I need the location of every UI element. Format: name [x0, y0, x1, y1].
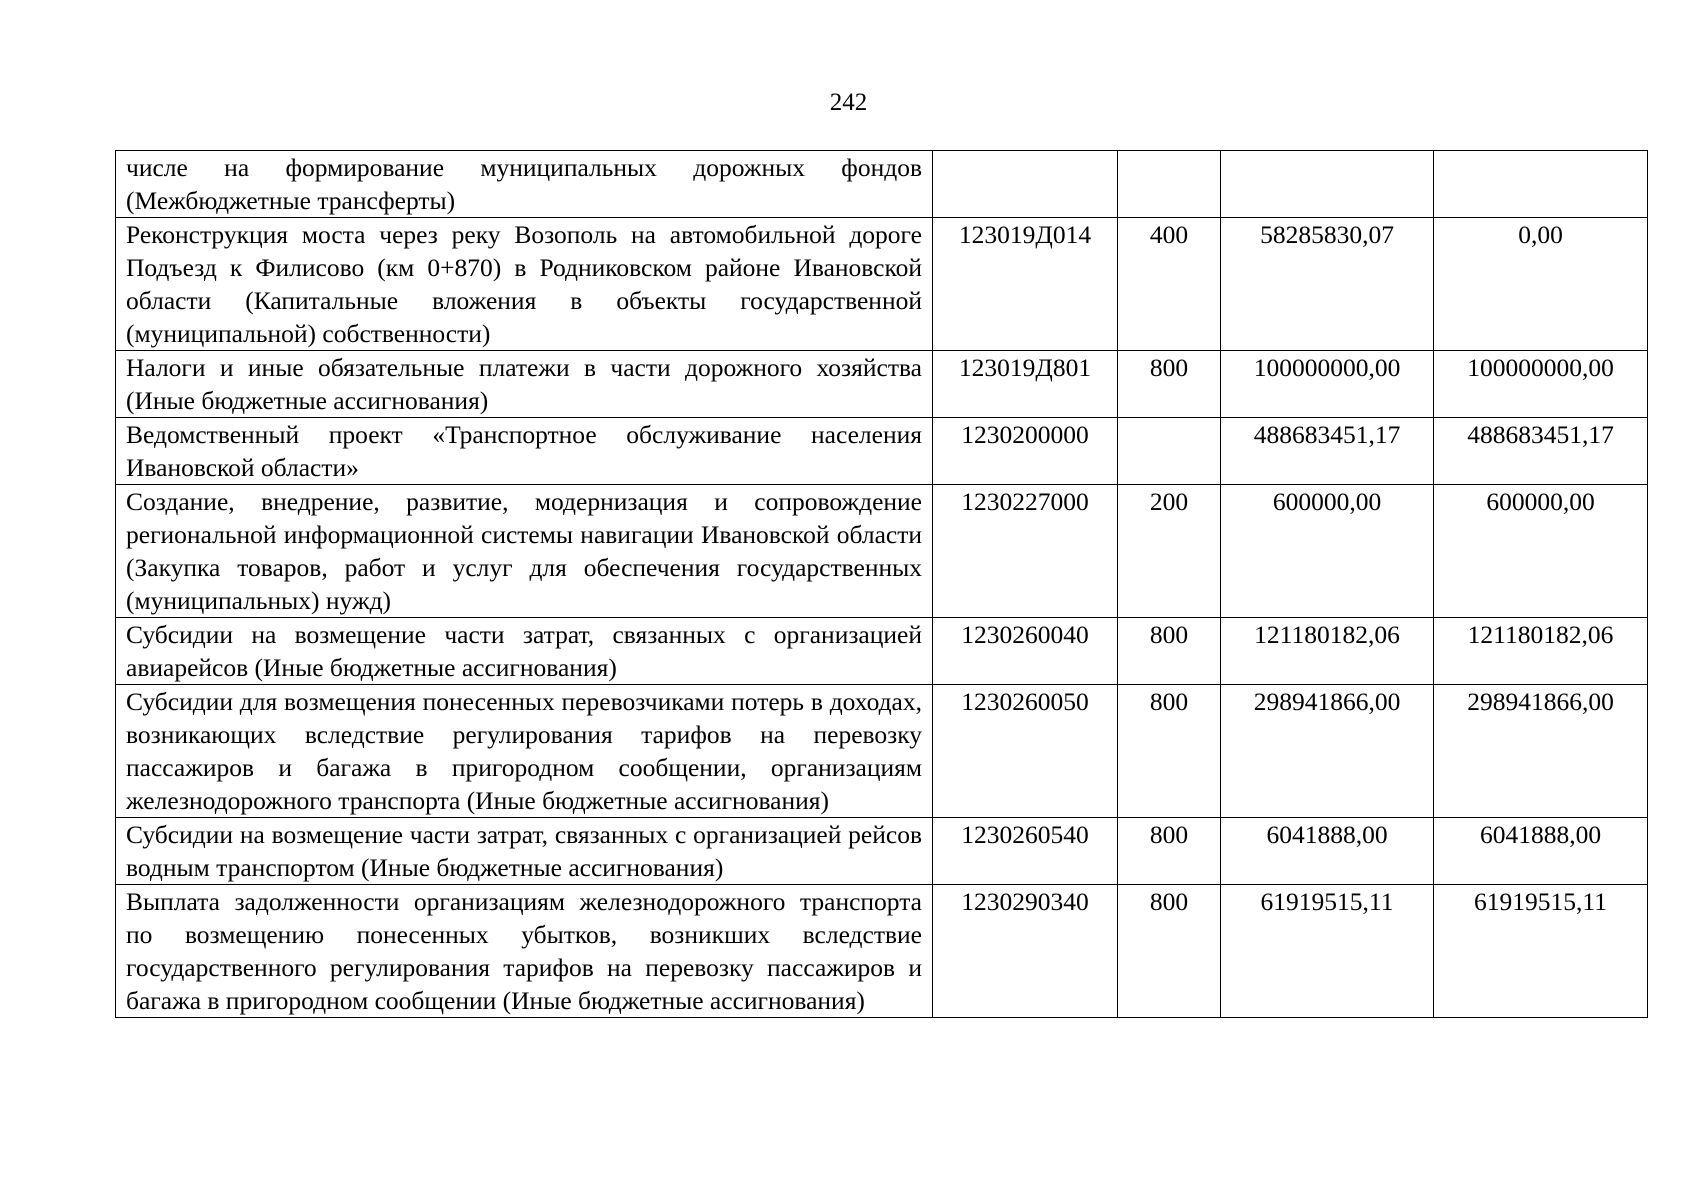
table-row — [116, 351, 1648, 418]
row-amount1-cell: 600000,00 — [1221, 485, 1434, 618]
row-type-cell — [1118, 151, 1221, 218]
row-amount1-cell — [1221, 151, 1434, 218]
row-amount2-cell: 61919515,11 — [1434, 885, 1648, 1018]
row-amount1-cell: 6041888,00 — [1221, 818, 1434, 885]
row-amount2-cell: 100000000,00 — [1434, 351, 1648, 418]
table-row — [116, 218, 1648, 351]
row-code-cell: 1230260040 — [933, 618, 1118, 685]
page-number: 242 — [829, 89, 868, 116]
row-type-cell: 800 — [1118, 885, 1221, 1018]
row-amount2-cell — [1434, 151, 1648, 218]
row-code-cell: 1230260050 — [933, 685, 1118, 818]
row-amount2-cell: 0,00 — [1434, 218, 1648, 351]
budget-table — [115, 150, 1648, 1018]
row-type-cell: 800 — [1118, 818, 1221, 885]
row-type-cell — [1118, 418, 1221, 485]
row-name-cell: Субсидии на возмещение части затрат, связанных с организацией авиарейсов (Иные бюджетные ассигнования) — [116, 618, 933, 685]
row-amount1-cell: 121180182,06 — [1221, 618, 1434, 685]
table-row — [116, 485, 1648, 618]
table-row — [116, 818, 1648, 885]
row-type-cell: 800 — [1118, 351, 1221, 418]
row-name-cell: Создание, внедрение, развитие, модернизация и сопровождение региональной информационной системы навигации Ивановской области (Закупка товаров, работ и услуг для обеспечения государственных (муниципальных) нужд) — [116, 485, 933, 618]
row-code-cell: 1230200000 — [933, 418, 1118, 485]
row-type-cell: 800 — [1118, 618, 1221, 685]
row-type-cell: 800 — [1118, 685, 1221, 818]
table-row — [116, 885, 1648, 1018]
row-amount2-cell: 600000,00 — [1434, 485, 1648, 618]
row-amount1-cell: 100000000,00 — [1221, 351, 1434, 418]
row-name-cell: Субсидии на возмещение части затрат, связанных с организацией рейсов водным транспортом (Иные бюджетные ассигнования) — [116, 818, 933, 885]
row-code-cell: 1230260540 — [933, 818, 1118, 885]
row-code-cell: 1230227000 — [933, 485, 1118, 618]
row-code-cell: 1230290340 — [933, 885, 1118, 1018]
row-amount1-cell: 61919515,11 — [1221, 885, 1434, 1018]
row-amount2-cell: 6041888,00 — [1434, 818, 1648, 885]
row-amount2-cell: 488683451,17 — [1434, 418, 1648, 485]
row-amount2-cell: 121180182,06 — [1434, 618, 1648, 685]
row-code-cell: 123019Д014 — [933, 218, 1118, 351]
row-name-cell: Реконструкция моста через реку Возополь на автомобильной дороге Подъезд к Филисово (км 0+870) в Родниковском районе Ивановской области (Капитальные вложения в объекты государственной (муниципальной) собственности) — [116, 218, 933, 351]
table-row — [116, 418, 1648, 485]
row-type-cell: 400 — [1118, 218, 1221, 351]
row-name-cell: Налоги и иные обязательные платежи в части дорожного хозяйства (Иные бюджетные ассигнования) — [116, 351, 933, 418]
row-code-cell — [933, 151, 1118, 218]
row-name-cell: Субсидии для возмещения понесенных перевозчиками потерь в доходах, возникающих вследствие регулирования тарифов на перевозку пассажиров и багажа в пригородном сообщении, организациям железнодорожного транспорта (Иные бюджетные ассигнования) — [116, 685, 933, 818]
row-amount1-cell: 298941866,00 — [1221, 685, 1434, 818]
row-code-cell: 123019Д801 — [933, 351, 1118, 418]
row-amount1-cell: 488683451,17 — [1221, 418, 1434, 485]
row-amount1-cell: 58285830,07 — [1221, 218, 1434, 351]
row-type-cell: 200 — [1118, 485, 1221, 618]
table-row — [116, 685, 1648, 818]
row-name-cell: Ведомственный проект «Транспортное обслуживание населения Ивановской области» — [116, 418, 933, 485]
row-name-cell: числе на формирование муниципальных дорожных фондов (Межбюджетные трансферты) — [116, 151, 933, 218]
table-row — [116, 151, 1648, 218]
table-row — [116, 618, 1648, 685]
row-name-cell: Выплата задолженности организациям железнодорожного транспорта по возмещению понесенных убытков, возникших вследствие государственного регулирования тарифов на перевозку пассажиров и багажа в пригородном сообщении (Иные бюджетные ассигнования) — [116, 885, 933, 1018]
row-amount2-cell: 298941866,00 — [1434, 685, 1648, 818]
